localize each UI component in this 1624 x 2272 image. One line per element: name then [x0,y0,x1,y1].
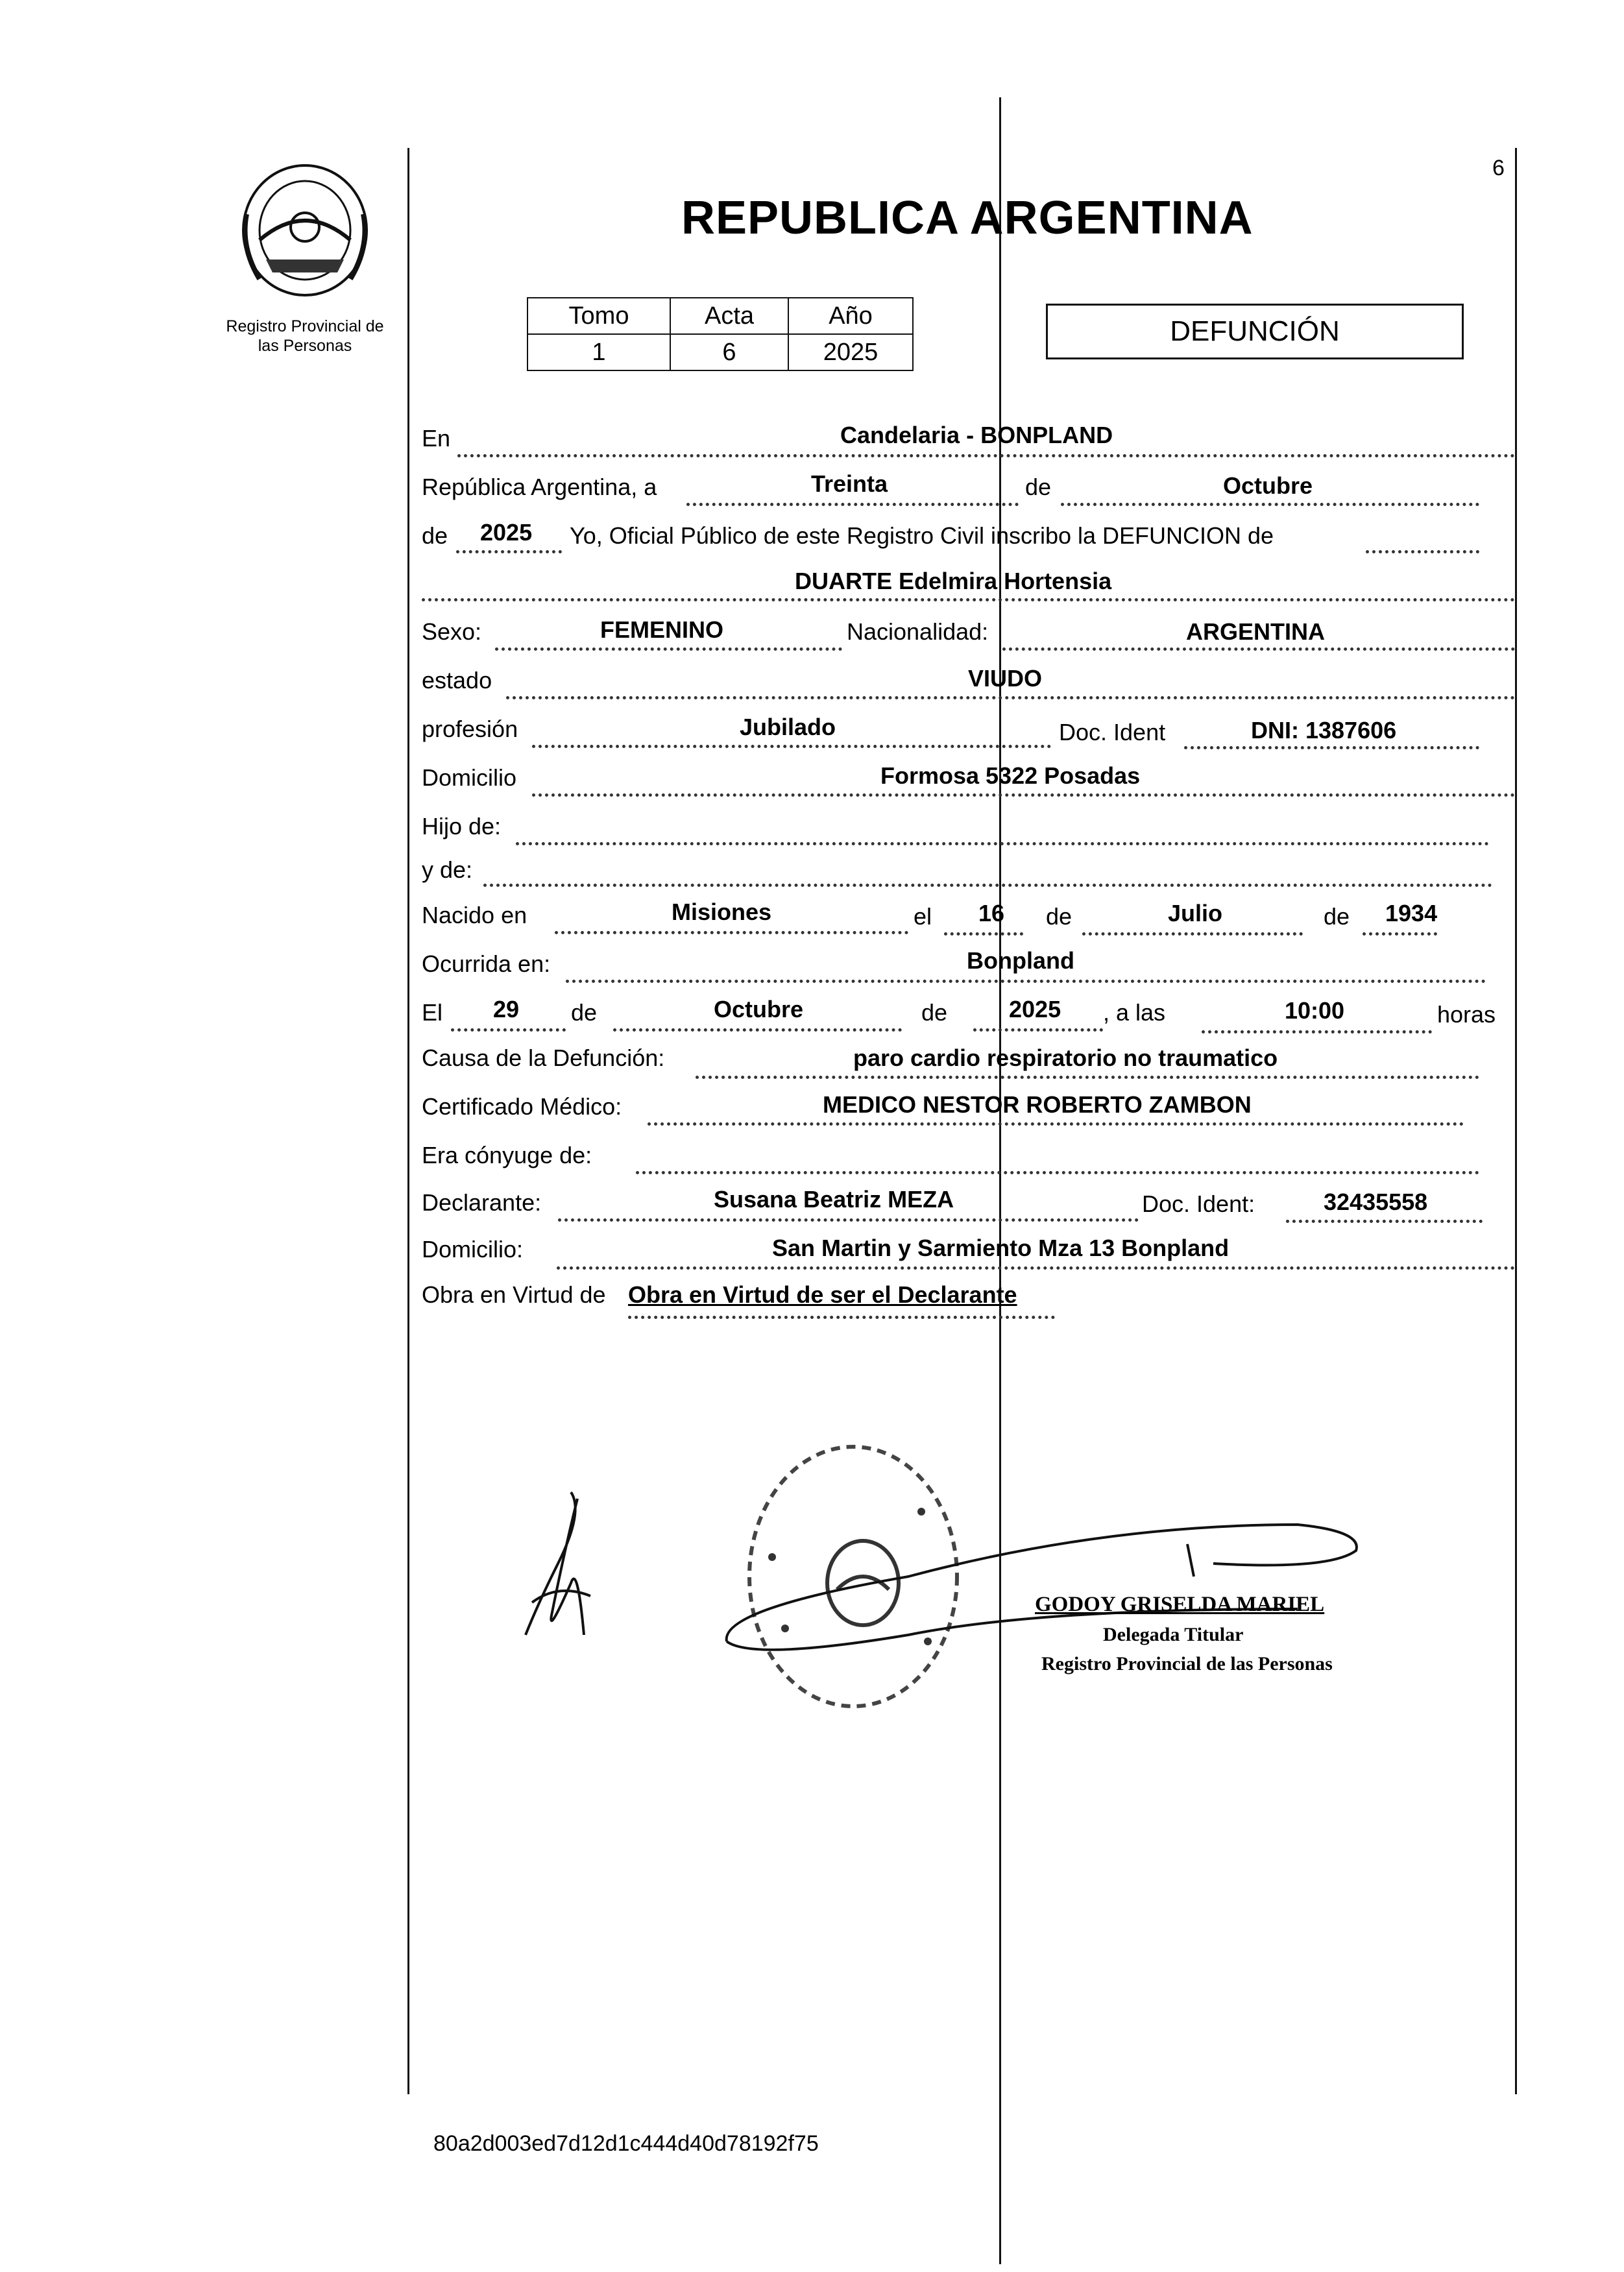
ocurrida-value: Bonpland [967,947,1074,974]
estado-value: VIUDO [968,665,1043,692]
estado-label: estado [422,667,492,694]
sexo-dotline [495,647,842,651]
profesion-value: Jubilado [740,714,836,740]
nacido-value: Misiones [672,899,772,925]
domicilio2-dotline [557,1266,1515,1270]
causa-value: paro cardio respiratorio no traumatico [853,1045,1278,1071]
day-dotline [686,503,1019,506]
declarante-value: Susana Beatriz MEZA [714,1186,954,1213]
tomo-acta-ano-table [527,297,914,371]
de-label-5: de [571,999,598,1026]
signer-role: Delegada Titular [1103,1624,1244,1645]
hijo-dotline [516,842,1489,845]
ocurrida-label: Ocurrida en: [422,950,551,977]
month-dotline [1061,503,1479,506]
signer-name: GODOY GRISELDA MARIEL [1035,1593,1325,1616]
profesion-label: profesión [422,716,518,742]
domicilio2-value: San Martin y Sarmiento Mza 13 Bonpland [772,1235,1230,1261]
el-label-1: el [914,903,932,930]
hijo-label: Hijo de: [422,813,502,840]
death-year-value: 2025 [1009,996,1061,1022]
year-dotline [456,550,562,553]
deceased-name: DUARTE Edelmira Hortensia [795,568,1112,594]
death-month-dotline [613,1028,902,1032]
tomo-header: Tomo [527,298,670,334]
acta-header: Acta [670,298,788,334]
ano-header: Año [788,298,913,334]
doc-ident-label: Doc. Ident [1059,719,1166,745]
causa-dotline [696,1076,1479,1079]
registry-name-line1: Registro Provincial de [226,317,384,335]
birth-year-dotline [1363,932,1437,936]
registrar-signature [513,1486,610,1648]
doc-ident2-label: Doc. Ident: [1142,1190,1255,1217]
nacionalidad-dotline [1002,647,1515,651]
doc-ident2-dotline [1286,1220,1483,1223]
page-title: REPUBLICA ARGENTINA [681,192,1254,244]
de-label-6: de [921,999,948,1026]
de-label-1: de [1025,474,1052,500]
estado-dotline [506,696,1515,699]
record-type-box: DEFUNCIÓN [1046,304,1464,359]
year-value: 2025 [480,519,533,546]
domicilio-dotline [532,793,1515,797]
name-dotline [422,598,1515,601]
signer-office: Registro Provincial de las Personas [1041,1653,1333,1674]
page-number: 6 [1492,156,1505,180]
month-value: Octubre [1223,472,1313,499]
yde-label: y de: [422,856,473,883]
birth-year-value: 1934 [1385,900,1438,926]
domicilio-label: Domicilio [422,764,517,791]
domicilio-value: Formosa 5322 Posadas [880,762,1141,789]
yde-dotline [483,884,1492,887]
acta-value: 6 [670,334,788,370]
tomo-value: 1 [527,334,670,370]
day-words-value: Treinta [811,470,888,497]
en-dotline [457,454,1515,457]
de-label-2: de [422,522,448,549]
certificado-dotline [648,1122,1464,1126]
obra-dotline [628,1316,1055,1319]
de-label-3: de [1046,903,1073,930]
domicilio2-label: Domicilio: [422,1236,524,1263]
en-value: Candelaria - BONPLAND [840,422,1113,448]
death-year-dotline [973,1028,1103,1032]
ocurrida-dotline [566,980,1486,983]
en-label: En [422,425,451,452]
sexo-label: Sexo: [422,618,482,645]
left-margin-line [407,148,409,2094]
registry-name-line2: las Personas [258,337,352,355]
birth-month-dotline [1082,932,1303,936]
obra-value: Obra en Virtud de ser el Declarante [628,1281,1017,1308]
conyuge-label: Era cónyuge de: [422,1142,592,1168]
death-day-dotline [451,1028,566,1032]
republica-label: República Argentina, a [422,474,657,500]
doc-ident-value: DNI: 1387606 [1251,717,1397,743]
el-label-2: El [422,999,443,1026]
document-hash-code: 80a2d003ed7d12d1c444d40d78192f75 [433,2131,819,2156]
certificado-label: Certificado Médico: [422,1093,622,1120]
alas-label: , a las [1103,999,1166,1026]
nacido-dotline [555,931,908,934]
profesion-dotline [532,745,1051,748]
right-margin-line [1515,148,1517,2094]
death-time-value: 10:00 [1285,997,1345,1024]
statement-text: Yo, Oficial Público de este Registro Civil inscribo la DEFUNCION de [570,522,1274,549]
nacionalidad-label: Nacionalidad: [847,618,989,645]
ano-value: 2025 [788,334,913,370]
birth-month-value: Julio [1168,900,1223,926]
death-time-dotline [1202,1030,1432,1033]
registry-name [208,317,402,356]
causa-label: Causa de la Defunción: [422,1045,665,1071]
sexo-value: FEMENINO [600,616,724,643]
conyuge-dotline [636,1171,1479,1174]
death-month-value: Octubre [714,996,804,1022]
nacido-label: Nacido en [422,902,527,928]
birth-day-value: 16 [978,900,1005,926]
horas-label: horas [1437,1001,1496,1028]
declarante-dotline [558,1218,1139,1222]
certificado-value: MEDICO NESTOR ROBERTO ZAMBON [823,1091,1252,1118]
birth-day-dotline [944,932,1023,936]
province-crest-seal [240,162,370,298]
declarante-label: Declarante: [422,1189,542,1216]
death-day-value: 29 [493,996,520,1022]
doc-ident-dotline [1184,746,1479,749]
statement-dotline [1366,550,1479,553]
doc-ident2-value: 32435558 [1324,1189,1428,1215]
de-label-4: de [1324,903,1350,930]
nacionalidad-value: ARGENTINA [1186,618,1325,645]
obra-label: Obra en Virtud de [422,1281,606,1308]
